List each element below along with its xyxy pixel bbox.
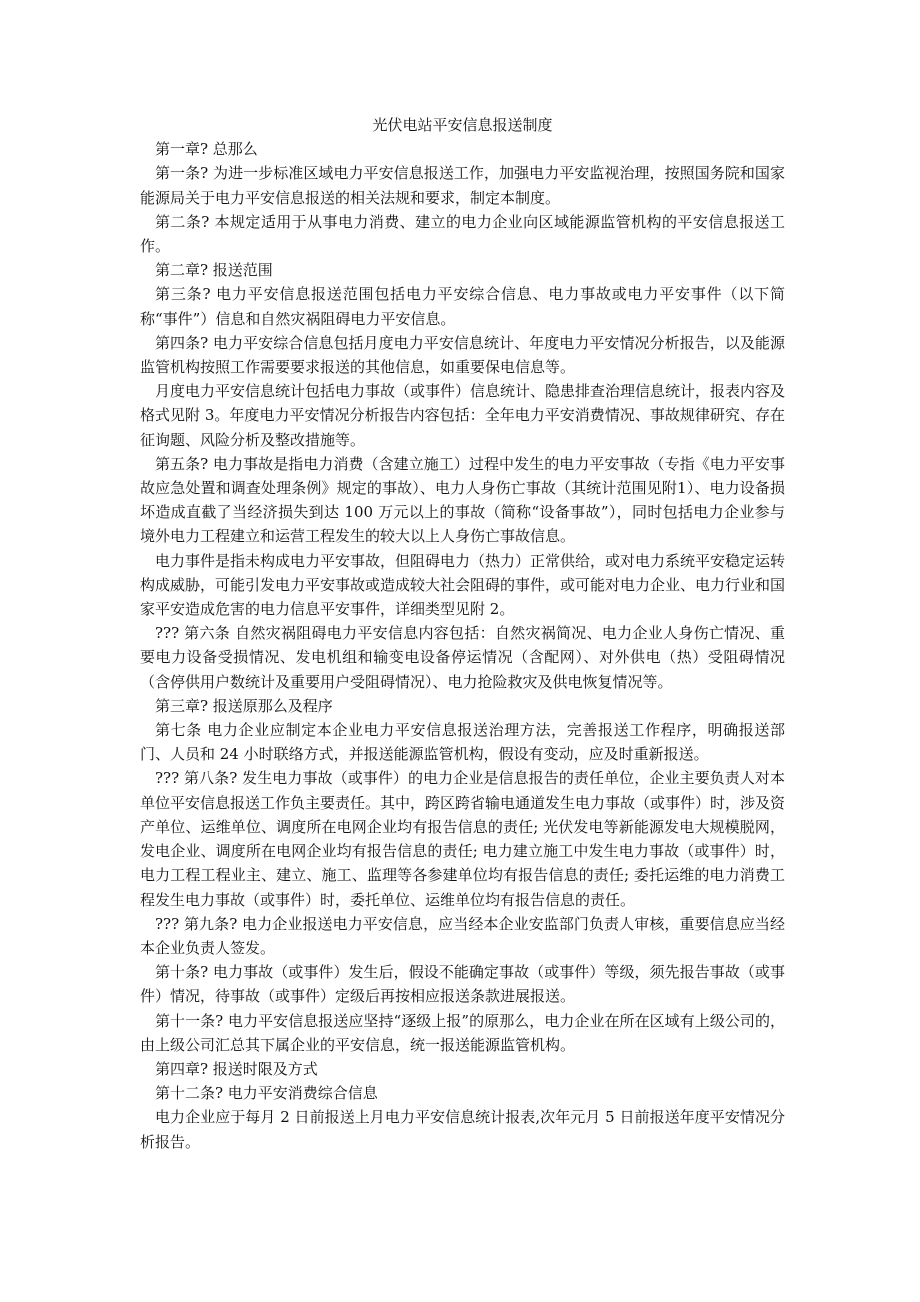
chapter-2-heading: 第二章? 报送范围 [155, 261, 273, 280]
article-3: 第三条? 电力平安信息报送范围包括电力平安综合信息、电力事故或电力平安事件（以下简称“事件”）信息和自然灾祸阻碍电力平安信息。 [140, 285, 785, 328]
article-8: ??? 第八条? 发生电力事故（或事件）的电力企业是信息报告的责任单位，企业主要负责人对本单位平安信息报送工作负主要责任。其中，跨区跨省输电通道发生电力事故（或事件）时，涉及资产单位、运维单位、调度所在电网企业均有报告信息的责任; 光伏发电等新能源发电大规模脱网，发电企业、调度所在电网企业均有报告信息的责任; 电力建立施工中发生电力事故（或事件）时，电力工程工程业主、建立、施工、监理等各参建单位均有报告信息的责任; 委托运维的电力消费工程发生电力事故（或事件）时，委托单位、运维单位均有报告信息的责任。 [140, 769, 786, 909]
article-9: ??? 第九条? 电力企业报送电力平安信息，应当经本企业安监部门负责人审核，重要信息应当经本企业负责人签发。 [140, 914, 785, 957]
article-5: 第五条? 电力事故是指电力消费（含建立施工）过程中发生的电力平安事故（专指《电力平安事故应急处置和调查处理条例》规定的事故）、电力人身伤亡事故（其统计范围见附1）、电力设备损坏造成直截了当经济损失到达 100 万元以上的事故（简称“设备事故”），同时包括电力企业参与境外电力工程建立和运营工程发生的较大以上人身伤亡事故信息。 [140, 454, 785, 546]
article-12: 第十二条? 电力平安消费综合信息 [155, 1084, 378, 1103]
article-7: 第七条 电力企业应制定本企业电力平安信息报送治理方法，完善报送工作程序，明确报送部门、人员和 24 小时联络方式，并报送能源监管机构，假设有变动，应及时重新报送。 [140, 721, 785, 764]
article-1: 第一条? 为进一步标准区域电力平安信息报送工作，加强电力平安监视治理，按照国务院和国家能源局关于电力平安信息报送的相关法规和要求，制定本制度。 [140, 164, 785, 207]
article-5-detail: 电力事件是指未构成电力平安事故，但阻碍电力（热力）正常供给，或对电力系统平安稳定运转构成威胁，可能引发电力平安事故或造成较大社会阻碍的事件，或可能对电力企业、电力行业和国家平安造成危害的电力信息平安事件，详细类型见附 2。 [140, 551, 786, 619]
article-10: 第十条? 电力事故（或事件）发生后，假设不能确定事故（或事件）等级，须先报告事故（或事件）情况，待事故（或事件）定级后再按相应报送条款进展报送。 [140, 963, 785, 1006]
chapter-1-heading: 第一章? 总那么 [155, 140, 258, 159]
article-6: ??? 第六条 自然灾祸阻碍电力平安信息内容包括：自然灾祸简况、电力企业人身伤亡情况、重要电力设备受损情况、发电机组和输变电设备停运情况（含配网）、对外供电（热）受阻碍情况（含停供用户数统计及重要用户受阻碍情况）、电力抢险救灾及供电恢复情况等。 [140, 624, 785, 691]
article-2: 第二条? 本规定适用于从事电力消费、建立的电力企业向区域能源监管机构的平安信息报送工作。 [140, 212, 785, 256]
article-12-detail: 电力企业应于每月 2 日前报送上月电力平安信息统计报表,次年元月 5 日前报送年度平安情况分析报告。 [140, 1108, 785, 1151]
document-body [140, 113, 785, 1154]
article-4-detail: 月度电力平安信息统计包括电力事故（或事件）信息统计、隐患排查治理信息统计，报表内容及格式见附 3。年度电力平安情况分析报告内容包括：全年电力平安消费情况、事故规律研究、存在征询题、风险分析及整改措施等。 [140, 382, 786, 449]
article-4: 第四条? 电力平安综合信息包括月度电力平安信息统计、年度电力平安情况分析报告，以及能源监管机构按照工作需要要求报送的其他信息，如重要保电信息等。 [140, 333, 785, 377]
chapter-3-heading: 第三章? 报送原那么及程序 [155, 696, 333, 715]
article-11: 第十一条? 电力平安信息报送应坚持“逐级上报”的原那么，电力企业在所在区域有上级公司的，由上级公司汇总其下属企业的平安信息，统一报送能源监管机构。 [140, 1011, 785, 1054]
document-title: 光伏电站平安信息报送制度 [372, 116, 553, 134]
chapter-4-heading: 第四章? 报送时限及方式 [155, 1059, 318, 1078]
